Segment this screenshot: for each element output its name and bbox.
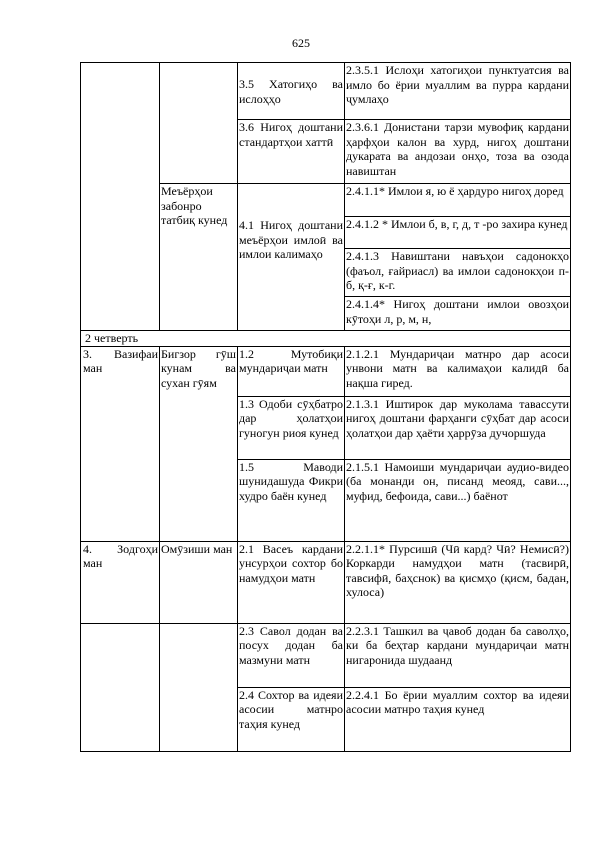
objective-cell: 1.2 Мутобиқи мундариҷаи матн (238, 346, 345, 396)
outcome-cell: 2.4.1.4* Нигоҳ доштани имлои овозҳои кӯтоҳи л, р, м, н, (345, 297, 571, 331)
outcome-cell: 2.2.3.1 Ташкил ва ҷавоб додан ба саволҳо, ки ба беҳтар кардани мундариҷаи матн нигаронида шудаанд (345, 623, 571, 687)
outcome-cell: 2.2.4.1 Бо ёрии муаллим сохтор ва идеяи асосии матнро таҳия кунед (345, 687, 571, 751)
quarter-label: 2 четверть (81, 331, 571, 347)
objective-cell: 4.1 Нигоҳ доштани меъёрҳои имлоӣ ва имлои калимаҳо (238, 184, 345, 331)
curriculum-table (80, 62, 571, 752)
outcome-cell: 2.4.1.1* Имлои я, ю ё ҳардуро нигоҳ доред (345, 184, 571, 217)
objective-cell: 1.3 Одоби сӯҳбатро дар ҳолатҳои гуногун риоя кунед (238, 396, 345, 459)
page-number: 625 (292, 36, 310, 50)
col2-cell-empty (160, 623, 238, 751)
outcome-cell: 2.1.2.1 Мундариҷаи матнро дар асоси унвони матн ва калимаҳои калидӣ ба нақша гиред. (345, 346, 571, 396)
table-row (81, 331, 571, 347)
col1-cell-empty (81, 623, 160, 751)
outcome-cell: 2.2.1.1* Пурсишӣ (Чӣ кард? Чӣ? Немисӣ?) Коркарди намудҳои матн (тасвирӣ, тавсифӣ, баҳснок) ва қисмҳо (қисм, бадан, хулоса) (345, 541, 571, 623)
table-row (81, 623, 571, 687)
theme-cell: 3. Вазифаи ман (81, 346, 160, 541)
skill-cell: Меъёрҳои забонро татбиқ кунед (160, 184, 238, 331)
skill-cell: Бигзор гӯш кунам ва сухан гӯям (160, 346, 238, 541)
outcome-cell: 2.3.5.1 Ислоҳи хатогиҳои пунктуатсия ва имло бо ёрии муаллим ва пурра кардани ҷумлаҳо (345, 63, 571, 120)
objective-cell: 3.6 Нигоҳ доштани стандартҳои хаттӣ (238, 120, 345, 184)
objective-cell: 1.5 Маводи шунидашуда Фикри худро баён кунед (238, 459, 345, 541)
objective-cell: 2.4 Сохтор ва идеяи асосии матнро таҳия кунед (238, 687, 345, 751)
table-row (81, 541, 571, 623)
outcome-cell: 2.4.1.2 * Имлои б, в, г, д, т -ро захира кунед (345, 217, 571, 249)
outcome-cell: 2.1.5.1 Намоиши мундариҷаи аудио-видео (ба монанди он, писанд меояд, сави..., муфид, бефоида, сави...) баёнот (345, 459, 571, 541)
outcome-cell: 2.3.6.1 Донистани тарзи мувофиқ кардани ҳарфҳои калон ва хурд, нигоҳ доштани дукарата ва андозаи онҳо, тоза ва озода навиштан (345, 120, 571, 184)
col2-cell-empty (160, 63, 238, 184)
theme-cell: 4. Зодгоҳи ман (81, 541, 160, 623)
col1-cell-empty (81, 63, 160, 331)
objective-cell: 2.1 Васеъ кардани унсурҳои сохтор бо намудҳои матн (238, 541, 345, 623)
objective-cell: 3.5 Хатогиҳо ва ислоҳҳо (238, 63, 345, 120)
objective-cell: 2.3 Савол додан ва посух додан ба мазмуни матн (238, 623, 345, 687)
outcome-cell: 2.4.1.3 Навиштани навъҳои садонокҳо (фаъол, ғайриасл) ва имлои садонокҳои п-б, қ-ғ, к-г. (345, 249, 571, 297)
outcome-cell: 2.1.3.1 Иштирок дар муколама тавассути нигоҳ доштани фарҳанги сӯҳбат дар асоси ҳолатҳои дар ҳаёти ҳаррӯза дучоршуда (345, 396, 571, 459)
skill-cell: Омӯзиши ман (160, 541, 238, 623)
table-row (81, 346, 571, 396)
table-row (81, 63, 571, 120)
